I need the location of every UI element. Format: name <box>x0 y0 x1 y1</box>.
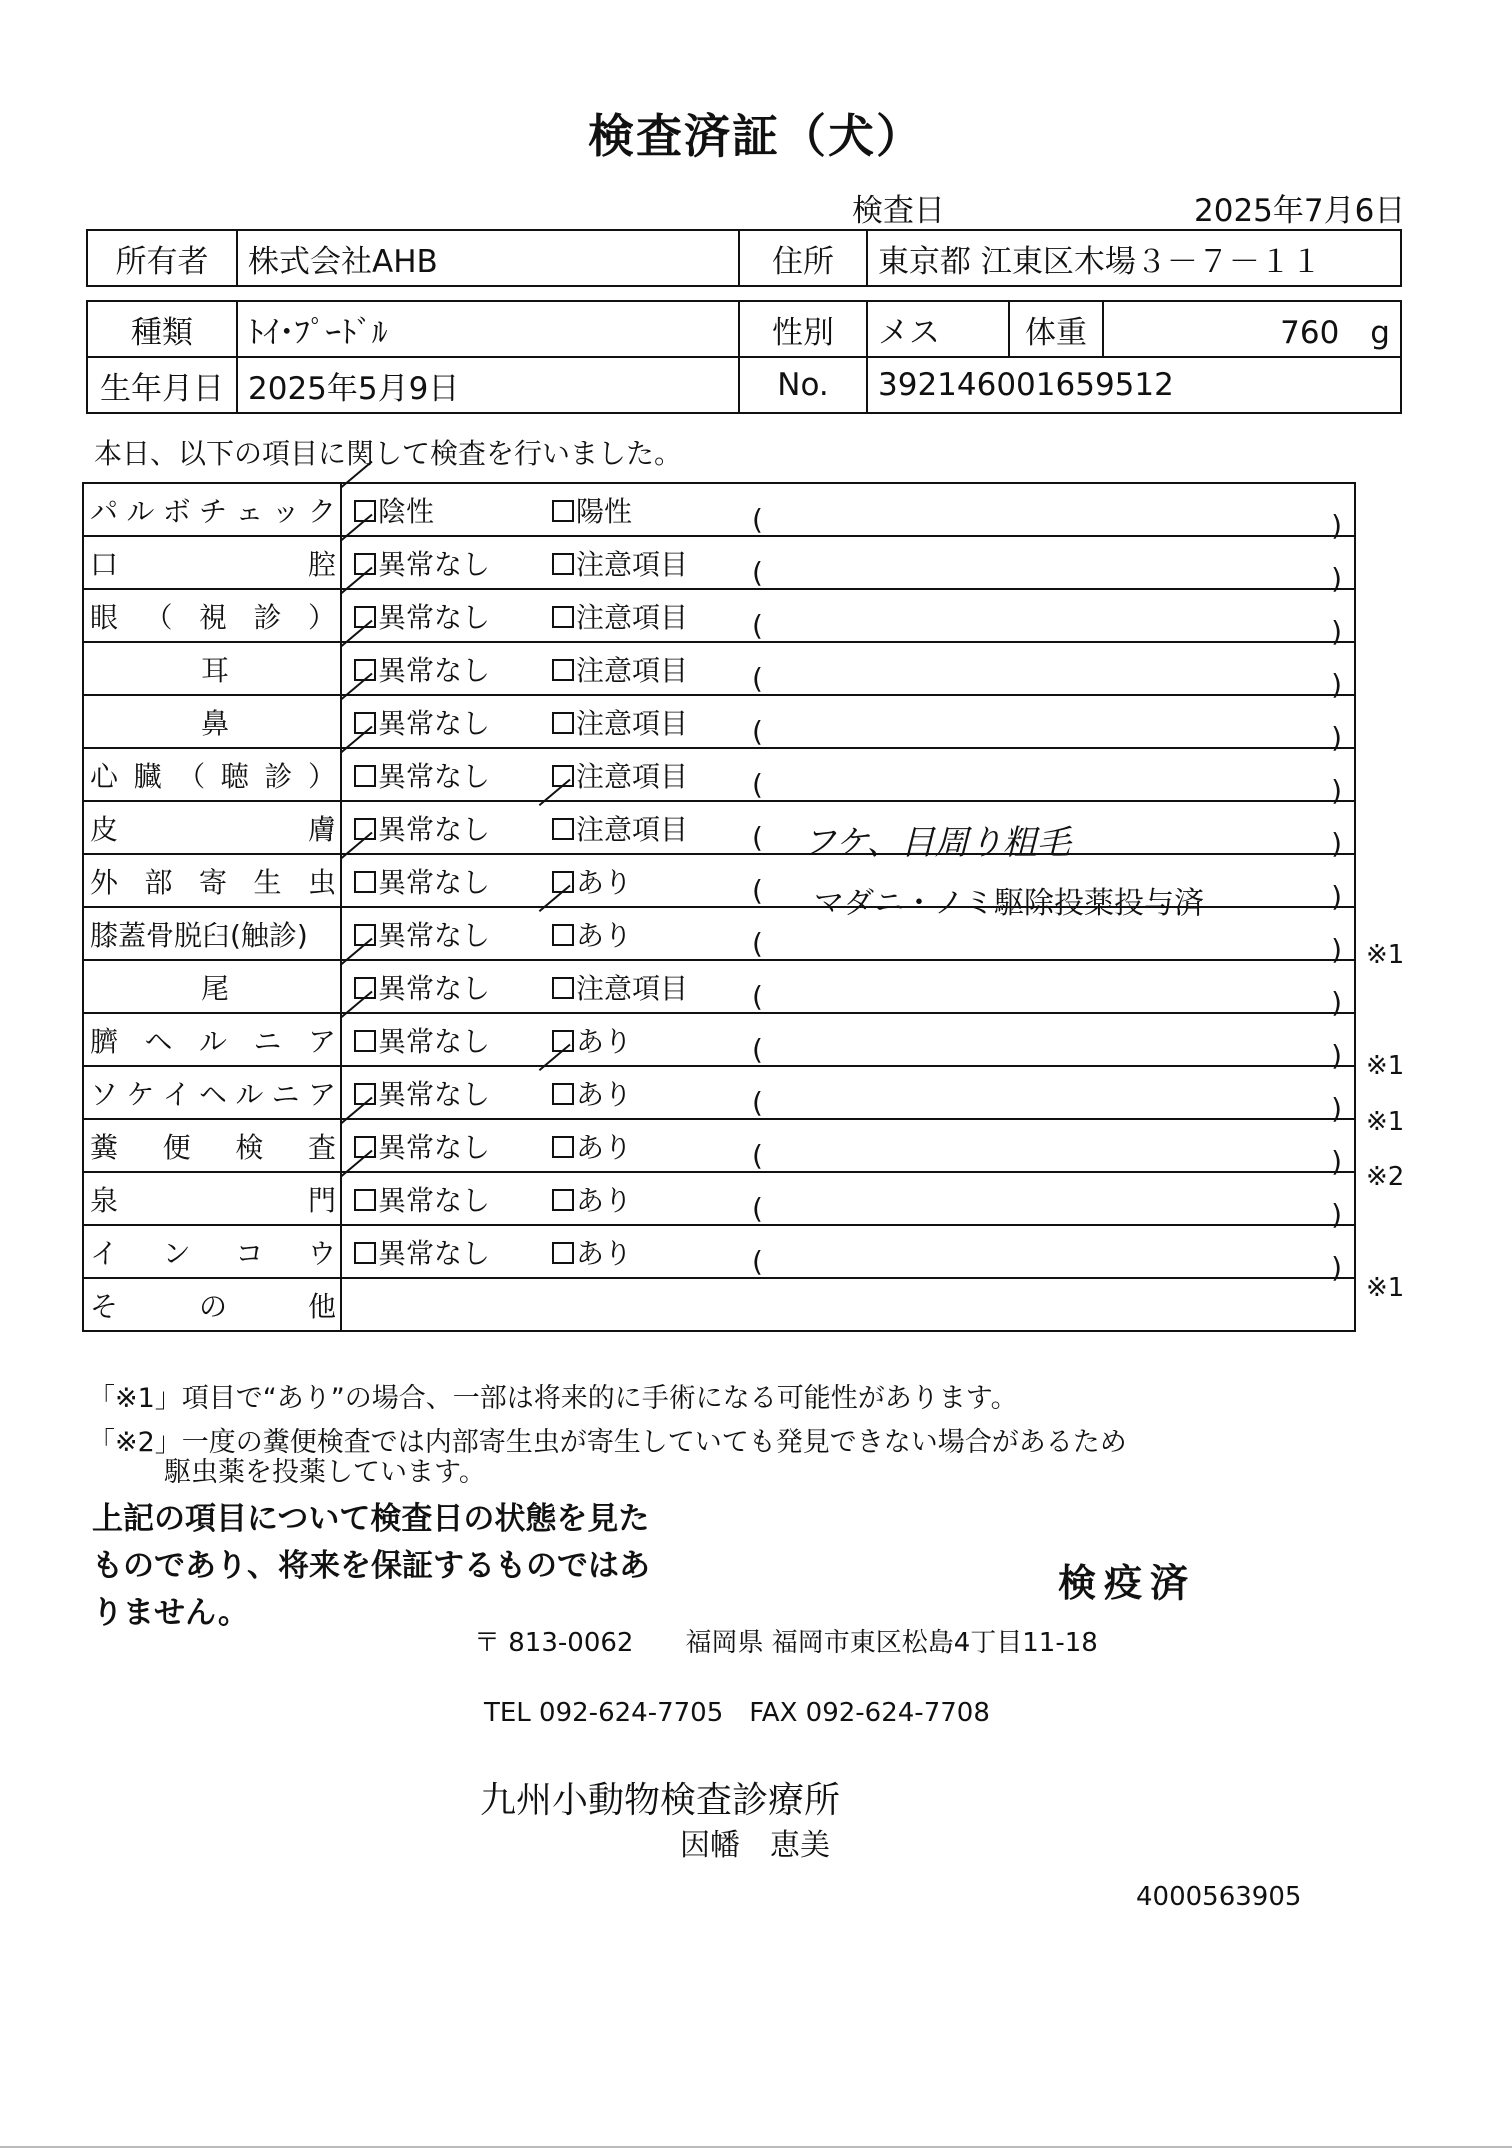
option-2-label: 陽性 <box>576 494 633 528</box>
scan-edge <box>0 2146 1512 2148</box>
inspection-row <box>83 1119 1355 1172</box>
inspection-category <box>83 589 341 642</box>
sex-label: 性別 <box>739 301 867 357</box>
inspector-name: 因幡 恵美 <box>680 1828 830 1863</box>
option-1-label: 異常なし <box>378 1024 491 1058</box>
option-1-label: 異常なし <box>378 865 491 899</box>
footnote-mark: ※2 <box>1366 1162 1405 1192</box>
inspection-category <box>83 801 341 854</box>
checkbox-option-2[interactable] <box>552 818 574 840</box>
footnote-mark: ※1 <box>1366 1106 1405 1137</box>
owner-table <box>86 229 1402 287</box>
option-1-label: 異常なし <box>378 812 491 846</box>
exam-date: 2025年7月6日 <box>1194 193 1406 229</box>
option-1-label: 異常なし <box>378 971 491 1005</box>
breed-label: 種類 <box>87 301 237 357</box>
clinic-address: 〒 813-0062 福岡県 福岡市東区松島4丁目11-18 <box>474 1628 1098 1658</box>
inspection-category <box>83 536 341 589</box>
option-2-label: あり <box>576 865 633 899</box>
inspection-options: 異常なし 注意項目 ( ) <box>341 960 1355 1013</box>
option-1-label: 陰性 <box>378 494 435 528</box>
no-value: 392146001659512 <box>867 357 1401 413</box>
checkbox-option-1[interactable] <box>354 1030 376 1052</box>
inspection-options: 異常なし 注意項目 ( フケ、目周り粗毛 ) <box>341 801 1355 854</box>
page-title: 検査済証（犬） <box>588 109 924 163</box>
inspection-label: 皮 膚 <box>90 812 336 846</box>
checkbox-option-1[interactable] <box>354 871 376 893</box>
inspection-category <box>83 748 341 801</box>
inspection-category <box>83 695 341 748</box>
other-field[interactable] <box>341 1278 1355 1331</box>
option-2-label: 注意項目 <box>576 759 689 793</box>
owner-label: 所有者 <box>87 230 237 286</box>
inspection-category <box>83 1119 341 1172</box>
weight-value: 760 g <box>1103 301 1401 357</box>
inspection-category <box>83 642 341 695</box>
inspection-category <box>83 854 341 907</box>
sex-value: メス <box>867 301 1009 357</box>
option-2-label: 注意項目 <box>576 971 689 1005</box>
inspection-label: 膝蓋骨脱臼(触診) <box>90 918 308 952</box>
option-1-label: 異常なし <box>378 547 491 581</box>
inspection-label: ソ ケ イ ヘ ル ニ ア <box>90 1077 336 1111</box>
inspection-category <box>83 907 341 960</box>
remarks-text: フケ、目周り粗毛 <box>802 822 1071 863</box>
address-label: 住所 <box>739 230 867 286</box>
checkbox-option-2[interactable] <box>552 1189 574 1211</box>
inspection-options: 異常なし あり ( ) <box>341 907 1355 960</box>
footnote-mark: ※1 <box>1366 1051 1405 1081</box>
owner-value: 株式会社AHB <box>237 230 739 286</box>
inspection-options: 異常なし 注意項目 ( ) <box>341 642 1355 695</box>
inspection-row <box>83 854 1355 907</box>
option-2-label: あり <box>576 918 633 952</box>
inspection-label: 心 臓 （ 聴 診 ） <box>90 759 336 793</box>
inspection-category <box>83 960 341 1013</box>
inspection-label: イ ン コ ウ <box>90 1236 336 1270</box>
inspection-label: 泉 門 <box>90 1183 336 1217</box>
option-1-label: 異常なし <box>378 1236 491 1270</box>
quarantine-stamp: 検疫済 <box>1058 1561 1197 1605</box>
inspection-row <box>83 589 1355 642</box>
footnote-1: 「※1」項目で“あり”の場合、一部は将来的に手術になる可能性があります。 <box>88 1383 1018 1414</box>
birth-label: 生年月日 <box>87 357 237 413</box>
footnote-2: 「※2」一度の糞便検査では内部寄生虫が寄生していても発見できない場合があるため <box>88 1427 1127 1458</box>
option-2-label: あり <box>576 1024 633 1058</box>
checkbox-option-2[interactable] <box>552 1136 574 1158</box>
inspection-category <box>83 1066 341 1119</box>
option-2-label: 注意項目 <box>576 600 689 634</box>
checkbox-option-2[interactable] <box>552 1242 574 1264</box>
checkbox-option-1[interactable] <box>354 1242 376 1264</box>
checkbox-option-2[interactable] <box>552 659 574 681</box>
footnote-mark: ※1 <box>1366 1273 1405 1303</box>
weight-label: 体重 <box>1009 301 1103 357</box>
option-2-label: あり <box>576 1236 633 1270</box>
intro-text: 本日、以下の項目に関して検査を行いました。 <box>94 437 683 470</box>
exam-date-label: 検査日 <box>852 193 945 229</box>
inspection-options: 異常なし 注意項目 ( ) <box>341 536 1355 589</box>
clinic-phone: TEL 092-624-7705 FAX 092-624-7708 <box>484 1698 990 1728</box>
option-2-label: あり <box>576 1183 633 1217</box>
inspection-label: 糞 便 検 査 <box>90 1130 336 1164</box>
serial-number: 4000563905 <box>1136 1882 1302 1912</box>
inspection-label: 尾 <box>200 971 229 1005</box>
option-1-label: 異常なし <box>378 918 491 952</box>
option-2-label: 注意項目 <box>576 653 689 687</box>
checkbox-option-2[interactable] <box>552 977 574 999</box>
checkbox-option-2[interactable] <box>552 924 574 946</box>
remarks-text: マダニ・ノミ駆除投薬投与済 <box>814 885 1204 921</box>
checkbox-option-2[interactable] <box>552 553 574 575</box>
inspection-options: 異常なし あり ( ) <box>341 1013 1355 1066</box>
inspection-label: パ ル ボ チ ェ ッ ク <box>90 494 336 528</box>
inspection-options: 異常なし 注意項目 ( ) <box>341 589 1355 642</box>
inspection-row <box>83 695 1355 748</box>
inspection-label: 臍 ヘ ル ニ ア <box>90 1024 336 1058</box>
address-value: 東京都 江東区木場３－７－１１ <box>867 230 1401 286</box>
clinic-name: 九州小動物検査診療所 <box>480 1780 841 1821</box>
animal-table <box>86 300 1402 414</box>
inspection-options: 異常なし あり ( ) <box>341 1225 1355 1278</box>
inspection-row <box>83 801 1355 854</box>
inspection-label: 口 腔 <box>90 547 336 581</box>
birth-value: 2025年5月9日 <box>237 357 739 413</box>
inspection-row <box>83 483 1355 536</box>
inspection-options: 異常なし あり ( マダニ・ノミ駆除投薬投与済 ) <box>341 854 1355 907</box>
checkbox-option-1[interactable] <box>354 1189 376 1211</box>
checkbox-option-2[interactable] <box>552 606 574 628</box>
inspection-table <box>82 482 1356 1332</box>
option-2-label: 注意項目 <box>576 812 689 846</box>
inspection-label: 耳 <box>200 653 229 687</box>
breed-value: ﾄｲ･ﾌﾟｰﾄﾞﾙ <box>237 301 739 357</box>
inspection-category <box>83 1278 341 1331</box>
inspection-row <box>83 1066 1355 1119</box>
option-2-label: あり <box>576 1130 633 1164</box>
checkbox-option-2[interactable] <box>552 712 574 734</box>
checkbox-option-2[interactable] <box>552 1083 574 1105</box>
inspection-label: 外 部 寄 生 虫 <box>90 865 336 899</box>
option-2-label: 注意項目 <box>576 706 689 740</box>
option-1-label: 異常なし <box>378 1130 491 1164</box>
inspection-category <box>83 1013 341 1066</box>
option-1-label: 異常なし <box>378 653 491 687</box>
inspection-options: 異常なし あり ( ) <box>341 1119 1355 1172</box>
inspection-row <box>83 1013 1355 1066</box>
checkbox-option-2[interactable] <box>552 500 574 522</box>
option-1-label: 異常なし <box>378 600 491 634</box>
option-1-label: 異常なし <box>378 706 491 740</box>
option-1-label: 異常なし <box>378 1077 491 1111</box>
inspection-label: 鼻 <box>200 706 229 740</box>
inspection-row <box>83 748 1355 801</box>
inspection-row <box>83 536 1355 589</box>
inspection-category <box>83 1172 341 1225</box>
footnote-2-cont: 駆虫薬を投薬しています。 <box>164 1457 486 1488</box>
option-1-label: 異常なし <box>378 1183 491 1217</box>
other-label: そ の 他 <box>90 1289 336 1323</box>
inspection-options: 異常なし 注意項目 ( ) <box>341 748 1355 801</box>
inspection-row-other <box>83 1278 1355 1331</box>
disclaimer-statement: 上記の項目について検査日の状態を見たものであり、将来を保証するものではありません。 <box>92 1501 650 1631</box>
option-1-label: 異常なし <box>378 759 491 793</box>
option-2-label: 注意項目 <box>576 547 689 581</box>
option-2-label: あり <box>576 1077 633 1111</box>
inspection-category <box>83 483 341 536</box>
inspection-label: 眼 （ 視 診 ） <box>90 600 336 634</box>
no-label: No. <box>739 357 867 413</box>
inspection-options: 異常なし あり ( ) <box>341 1066 1355 1119</box>
footnote-mark: ※1 <box>1366 940 1405 970</box>
inspection-category <box>83 1225 341 1278</box>
inspection-options: 異常なし 注意項目 ( ) <box>341 695 1355 748</box>
inspection-row <box>83 642 1355 695</box>
inspection-row <box>83 1225 1355 1278</box>
inspection-options: 陰性 陽性 ( ) <box>341 483 1355 536</box>
inspection-options: 異常なし あり ( ) <box>341 1172 1355 1225</box>
inspection-row <box>83 960 1355 1013</box>
checkbox-option-1[interactable] <box>354 765 376 787</box>
inspection-row <box>83 1172 1355 1225</box>
